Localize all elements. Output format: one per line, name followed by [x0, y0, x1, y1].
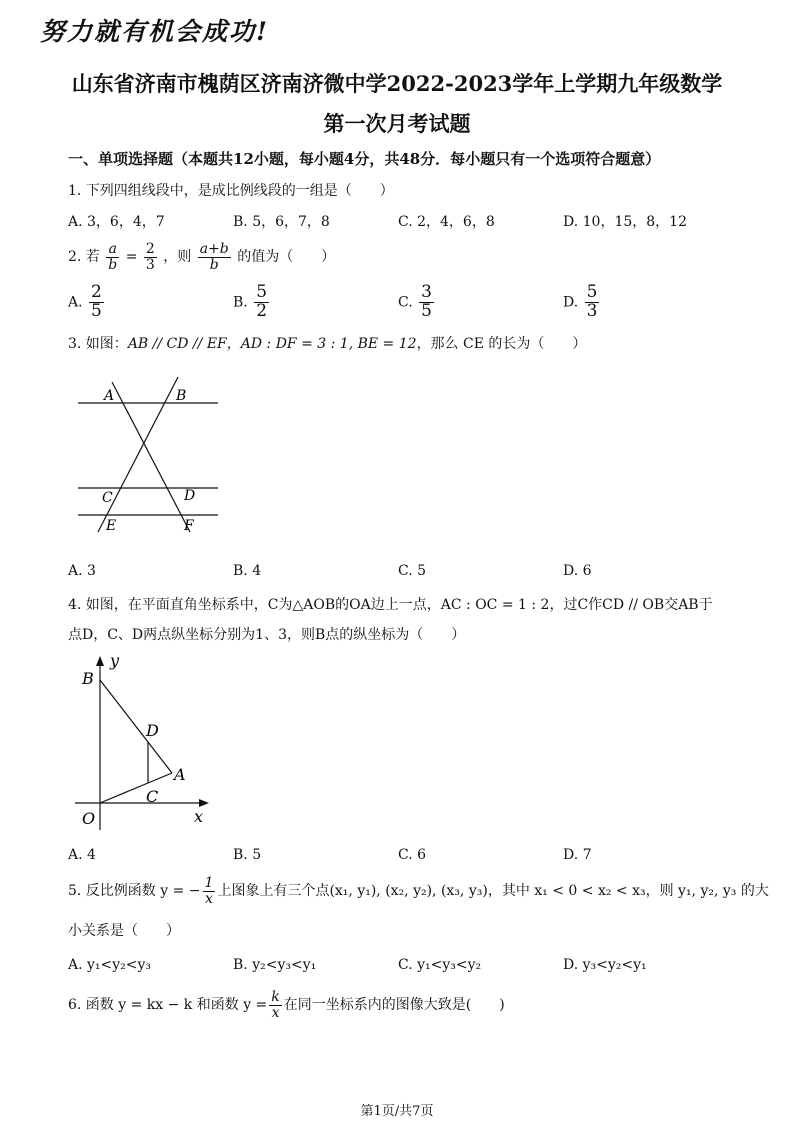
- question-5-line1: [68, 876, 769, 906]
- q3-math: AB // CD // EF，AD : DF = 3 : 1, BE = 12: [127, 336, 417, 352]
- q2-option-c: C. $\frac{3}{5}$: [398, 282, 432, 321]
- q5-fraction-1-over-x: $\frac{1}{x}$: [204, 875, 214, 907]
- motto-banner: 努力就有机会成功!: [40, 17, 269, 46]
- q5-prefix: 5. 反比例函数 y = −: [68, 883, 201, 900]
- q1-option-c: C. 2，4，6，8: [398, 214, 495, 230]
- label-o: O: [82, 809, 96, 828]
- question-4-line1: 4. 如图，在平面直角坐标系中，C为△AOB的OA边上一点，AC : OC = 1 : 2，过C作CD // OB交AB于: [68, 597, 713, 613]
- q4-option-c: C. 6: [398, 847, 427, 863]
- q2-mid-text: ，则: [163, 249, 192, 266]
- q2-option-a: A. $\frac{2}{5}$: [68, 282, 102, 321]
- label-a: A: [174, 765, 186, 784]
- q5-option-d: D. y₃<y₂<y₁: [563, 957, 647, 973]
- q1-option-d: D. 10，15，8，12: [563, 214, 687, 230]
- q3-figure-parallel-lines: [70, 372, 230, 542]
- exam-title: 山东省济南市槐荫区济南济微中学2022-2023学年上学期九年级数学: [71, 71, 723, 96]
- q4-figure-coordinate-triangle: [70, 650, 220, 835]
- q4-option-a: A. 4: [68, 847, 96, 863]
- q4-option-d: D. 7: [563, 847, 592, 863]
- q5-option-a: A. y₁<y₂<y₃: [68, 957, 152, 973]
- q3-option-c: C. 5: [398, 563, 427, 579]
- label-f: F: [184, 518, 194, 534]
- q2-prefix: 2. 若: [68, 249, 100, 266]
- question-5-line2: 小关系是（ ）: [68, 923, 180, 939]
- x-axis-arrow-icon: [199, 799, 209, 807]
- label-c: C: [146, 787, 159, 806]
- q2-fraction-a-over-b: $\frac{a}{b}$: [108, 241, 118, 273]
- q6-fraction-k-over-x: $\frac{k}{x}$: [271, 989, 280, 1021]
- label-x: x: [194, 807, 204, 826]
- q4-option-b: B. 5: [233, 847, 262, 863]
- question-2-stem: [68, 242, 335, 272]
- q2-option-d: D. $\frac{5}{3}$: [563, 282, 598, 321]
- question-6-stem: [68, 990, 505, 1020]
- question-4-line2: 点D，C、D两点纵坐标分别为1、3，则B点的纵坐标为（ ）: [68, 627, 466, 643]
- label-b: B: [82, 669, 94, 688]
- q5-option-c: C. y₁<y₃<y₂: [398, 957, 482, 973]
- question-3-stem: [68, 333, 586, 353]
- segment-ba: [100, 680, 172, 773]
- label-a: A: [104, 388, 115, 404]
- q5-suffix: 上图象上有三个点(x₁, y₁), (x₂, y₂), (x₃, y₃)，其中 x₁ < 0 < x₂ < x₃，则 y₁, y₂, y₃ 的大: [217, 883, 769, 900]
- label-e: E: [106, 518, 117, 534]
- q3-option-d: D. 6: [563, 563, 592, 579]
- q3-prefix: 3. 如图：: [68, 336, 128, 352]
- q6-suffix: 在同一坐标系内的图像大致是( ): [283, 997, 505, 1014]
- q2-equals: =: [125, 249, 138, 266]
- q1-option-a: A. 3，6，4，7: [68, 214, 165, 230]
- label-d: D: [146, 721, 159, 740]
- transversal-ad: [112, 382, 190, 532]
- label-b: B: [176, 388, 187, 404]
- q5-option-b: B. y₂<y₃<y₁: [233, 957, 317, 973]
- q3-suffix: ，那么 CE 的长为（ ）: [416, 336, 587, 352]
- q2-option-b: B. $\frac{5}{2}$: [233, 282, 268, 321]
- section-heading: 一、单项选择题（本题共12小题，每小题4分，共48分．每小题只有一个选项符合题意）: [68, 150, 661, 168]
- exam-subtitle: 第一次月考试题: [323, 111, 471, 136]
- question-1-stem: 1. 下列四组线段中，是成比例线段的一组是（ ）: [68, 183, 394, 199]
- q3-option-b: B. 4: [233, 563, 262, 579]
- q3-option-a: A. 3: [68, 563, 96, 579]
- label-c: C: [102, 490, 113, 506]
- page-footer: 第1页/共7页: [360, 1104, 434, 1119]
- label-y: y: [110, 651, 120, 670]
- y-axis-arrow-icon: [96, 656, 104, 666]
- q2-fraction-2-over-3: $\frac{2}{3}$: [145, 241, 155, 273]
- q1-option-b: B. 5，6，7，8: [233, 214, 330, 230]
- q2-fraction-sum-over-b: $\frac{a+b}{b}$: [199, 241, 229, 273]
- label-d: D: [184, 488, 196, 504]
- q6-prefix: 6. 函数 y = kx − k 和函数 y =: [68, 997, 268, 1014]
- segment-oa: [100, 773, 172, 803]
- q2-suffix: 的值为（ ）: [237, 249, 336, 266]
